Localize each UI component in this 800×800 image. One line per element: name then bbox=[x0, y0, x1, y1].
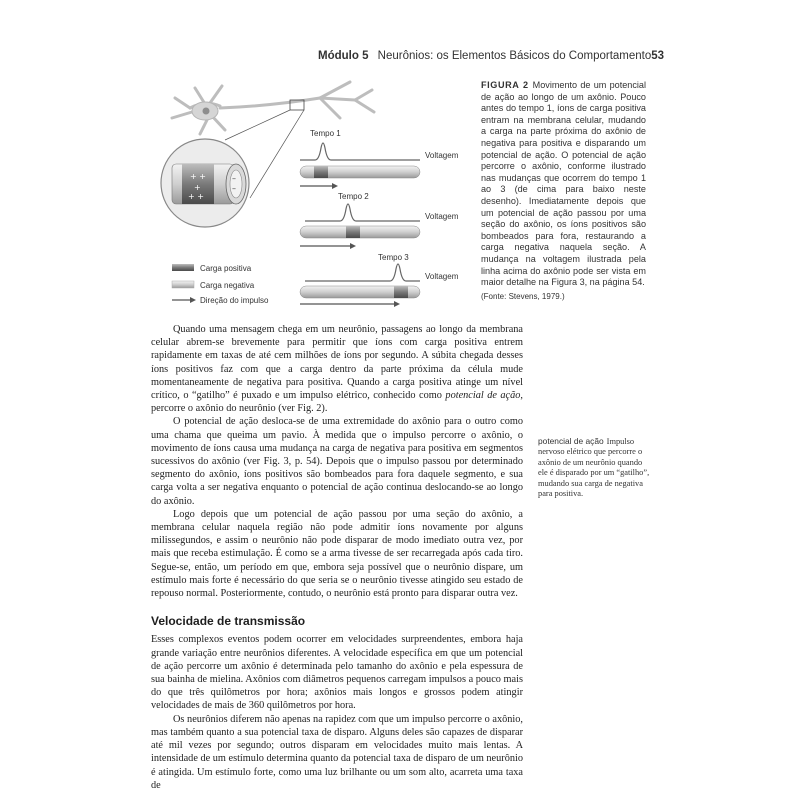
paragraph-4: Esses complexos eventos podem ocorrer em velocidades surpreendentes, embora haja grande variação entre neurônios diferentes. A velocidade específica em que um potencial de ação percorre um axônio é determinada pelo tamanho do axônio e pela espessura de sua bainha de mielina. Axônios com diâmetros pequenos carregam impulsos a pouco mais do que três quilômetros por hora; axônios mais longos e grossos podem atingir velocidades de mais de 360 quilômetros por hora. bbox=[151, 634, 523, 712]
figure-caption bbox=[481, 80, 646, 302]
svg-text:+: + bbox=[194, 183, 201, 192]
figure-action-potential bbox=[150, 78, 470, 308]
nucleus bbox=[203, 108, 210, 115]
legend-positive: Carga positiva bbox=[200, 264, 252, 273]
paragraph-1-text-b: , percorre o axônio do neurônio (ver Fig. 2). bbox=[151, 390, 523, 415]
time-2-label: Tempo 2 bbox=[338, 192, 369, 201]
section-heading: Velocidade de transmissão bbox=[151, 614, 306, 629]
voltage-label-3: Voltagem bbox=[425, 272, 459, 281]
figure-number: FIGURA 2 bbox=[481, 80, 529, 90]
svg-text:–: – bbox=[232, 174, 236, 183]
legend-negative: Carga negativa bbox=[200, 281, 255, 290]
chapter-title: Neurônios: os Elementos Básicos do Comportamento bbox=[377, 50, 652, 62]
paragraph-2: O potencial de ação desloca-se de uma extremidade do axônio para o outro como uma chama que queima um pavio. À medida que o impulso percorre o axônio, o movimento de íons causa uma mudança na carga de negativa para positiva em segmentos sucessivos do axônio (ver Fig. 3, p. 54). Depois que o impulso passou por determinado segmento do axônio, íons positivos são bombeados para fora daquele segmento, e sua carga volta a ser negativa enquanto o potencial de ação continua deslocando-se ao longo do axônio. bbox=[151, 416, 523, 507]
running-header bbox=[318, 50, 665, 62]
margin-glossary bbox=[538, 436, 652, 499]
paragraph-5: Os neurônios diferem não apenas na rapidez com que um impulso percorre o axônio, mas também quanto a sua potencial taxa de disparo. Alguns deles são capazes de disparar até mil vezes por segundo; outros disparam em velocidades muito mais lentas. A intensidade de um estímulo determina quanto da potencial taxa de disparo de um neurônio é atingida. Um estímulo forte, como uma luz brilhante ou um som alto, acarreta uma taxa de bbox=[151, 713, 524, 791]
module-label: Módulo 5 bbox=[318, 50, 369, 62]
figure-legend bbox=[172, 264, 269, 305]
time-3-label: Tempo 3 bbox=[378, 253, 409, 262]
voltage-label-1: Voltagem bbox=[425, 151, 459, 160]
svg-text:+ +: + + bbox=[188, 192, 204, 201]
paragraph-3: Logo depois que um potencial de ação passou por uma seção do axônio, a membrana celular naquela região não pode admitir íons novamente por alguns milissegundos, e assim o neurônio não pode disparar de modo imediato outra vez, por mais que receba estimulação. É como se a arma tivesse de ser recarregada após cada tiro. Segue-se, então, um período em que, embora seja possível que o neurônio dispare, um estímulo mais forte é necessário do que seria se o neurônio tivesse atingido seu estado de repouso normal. Posteriormente, contudo, o neurônio está pronto para disparar outra vez. bbox=[151, 508, 523, 600]
svg-text:–: – bbox=[232, 184, 236, 193]
voltage-label-2: Voltagem bbox=[425, 212, 459, 221]
paragraph-1 bbox=[151, 323, 523, 415]
glossary-term: potencial de ação bbox=[538, 436, 604, 446]
legend-direction: Direção do impulso bbox=[200, 296, 269, 305]
main-text bbox=[151, 323, 523, 792]
voltage-trace-1 bbox=[300, 143, 420, 160]
magnified-axon bbox=[161, 139, 249, 227]
time-1-label: Tempo 1 bbox=[310, 129, 341, 138]
voltage-trace-3 bbox=[305, 264, 420, 281]
term-emphasis: potencial de ação bbox=[445, 390, 521, 402]
glossary-definition: Impulso nervoso elétrico que percorre o axônio de um neurônio quando ele é disparado por um “gatilho”, mudando sua carga de negativa para positiva. bbox=[538, 437, 650, 499]
svg-text:+ +: + + bbox=[190, 172, 206, 181]
page-number: 53 bbox=[651, 50, 665, 62]
paragraph-1-text-a: Quando uma mensagem chega em um neurônio, passagens ao longo da membrana celular abrem-se brevemente para permitir que íons com carga positiva entrem rapidamente em taxas de até cem milhões de íons por segundo. A súbita chegada desses íons positivos faz com que a carga dentro da parte próxima da célula mude momentaneamente de negativa para positiva. Quando a carga positiva atinge um nível crítico, o “gatilho” é puxado e um impulso elétrico, conhecido como bbox=[151, 324, 523, 402]
figure-source: (Fonte: Stevens, 1979.) bbox=[481, 291, 565, 301]
voltage-trace-2 bbox=[305, 204, 420, 221]
caption-text: Movimento de um potencial de ação ao longo de um axônio. Pouco antes do tempo 1, íons de carga positiva entram na membrana celular, mudando a carga na parte próxima do axônio de negativa para positiva e disparando um potencial de ação. O potencial de ação percorre o axônio, conforme ilustrado nas mudanças que ocorrem do tempo 1 ao 3 (de cima para baixo neste desenho). Imediatamente depois que um potencial de ação passou por uma seção do axônio, os íons positivos são bombeados para fora, restaurando a carga negativa naquela seção. A mudança na voltagem ilustrada pela linha acima do axônio pode ser vista em maior detalhe na Figura 3, na página 54. bbox=[481, 80, 647, 288]
